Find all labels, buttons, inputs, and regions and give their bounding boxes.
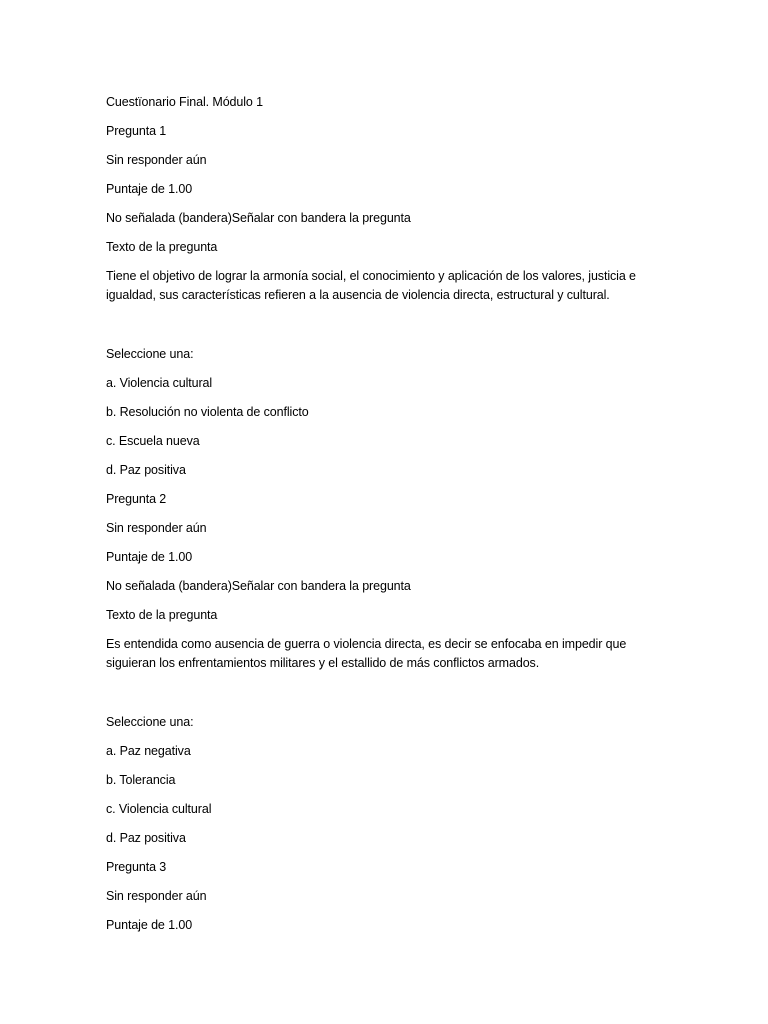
document-title: Cuestïonario Final. Módulo 1	[106, 95, 264, 109]
question-1-status: Sin responder aún	[106, 153, 207, 167]
question-1-option-b: b. Resolución no violenta de conflicto	[106, 405, 309, 419]
question-2-option-a: a. Paz negativa	[106, 744, 191, 758]
question-1-text-label: Texto de la pregunta	[106, 240, 218, 254]
question-2-status: Sin responder aún	[106, 521, 207, 535]
question-2-option-b: b. Tolerancia	[106, 773, 176, 787]
question-3-score: Puntaje de 1.00	[106, 918, 193, 932]
question-1-number: Pregunta 1	[106, 124, 167, 138]
question-1-text: Tiene el objetivo de lograr la armonía social, el conocimiento y aplicación de los valores, justicia e igualdad, sus características refieren a la ausencia de violencia directa, estructural y cultural.	[106, 269, 636, 302]
question-1-flag: No señalada (bandera)Señalar con bandera la pregunta	[106, 211, 411, 225]
document-page	[106, 93, 666, 945]
question-1-option-a: a. Violencia cultural	[106, 376, 213, 390]
question-2-text: Es entendida como ausencia de guerra o violencia directa, es decir se enfocaba en impedir que siguieran los enfrentamientos militares y el estallido de más conflictos armados.	[106, 637, 627, 670]
question-2-number: Pregunta 2	[106, 492, 167, 506]
question-2-score: Puntaje de 1.00	[106, 550, 193, 564]
question-2-flag: No señalada (bandera)Señalar con bandera la pregunta	[106, 579, 411, 593]
question-1-score: Puntaje de 1.00	[106, 182, 193, 196]
question-2-text-label: Texto de la pregunta	[106, 608, 218, 622]
question-1-option-c: c. Escuela nueva	[106, 434, 200, 448]
question-3-status: Sin responder aún	[106, 889, 207, 903]
question-3-number: Pregunta 3	[106, 860, 167, 874]
question-2-option-c: c. Violencia cultural	[106, 802, 212, 816]
question-1-select-label: Seleccione una:	[106, 347, 194, 361]
question-1-option-d: d. Paz positiva	[106, 463, 186, 477]
question-2-option-d: d. Paz positiva	[106, 831, 186, 845]
question-2-select-label: Seleccione una:	[106, 715, 194, 729]
